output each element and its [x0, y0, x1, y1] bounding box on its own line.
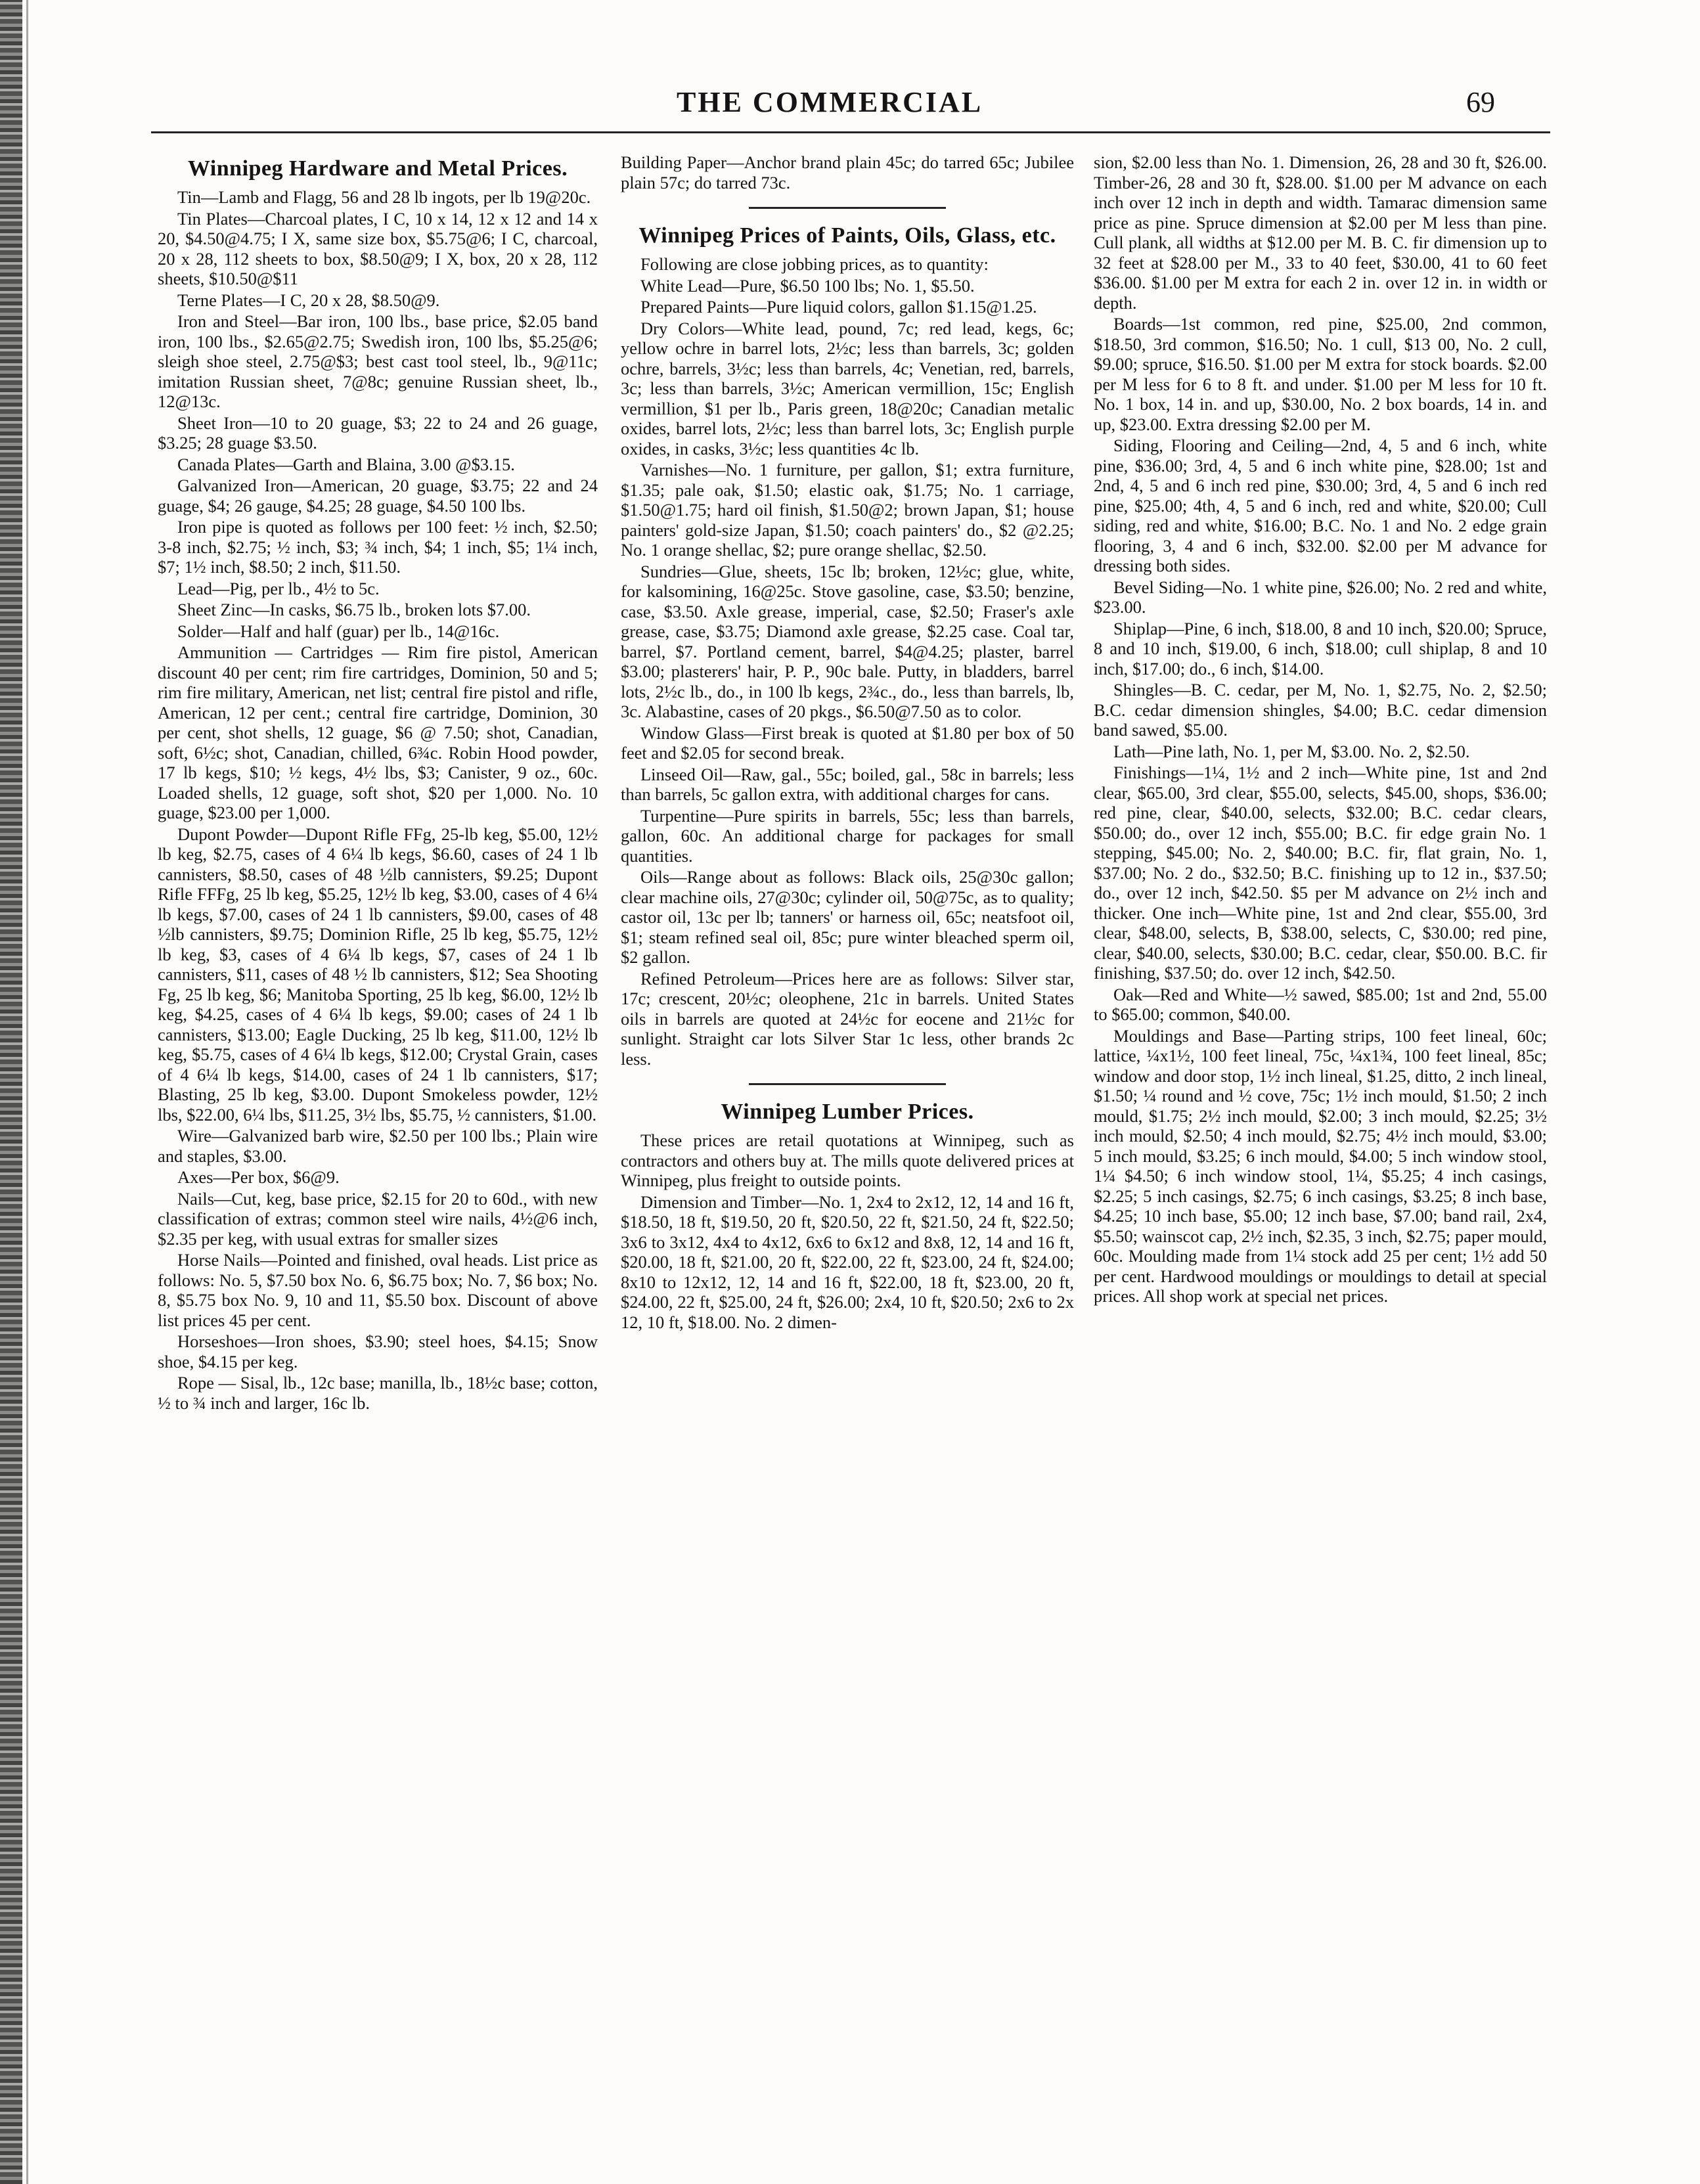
header-rule	[151, 131, 1550, 133]
price-paragraph: Lath—Pine lath, No. 1, per M, $3.00. No. 2, $2.50.	[1113, 741, 1470, 761]
price-paragraph: Galvanized Iron—American, 20 guage, $3.75; 22 and 24 guage, $4; 26 gauge, $4.25; 28 guage, $4.50 100 lbs.	[158, 476, 598, 516]
price-paragraph: Window Glass—First break is quoted at $1.80 per box of 50 feet and $2.05 for second break.	[621, 723, 1074, 763]
running-head-title: THE COMMERCIAL	[677, 86, 983, 118]
section-divider	[749, 207, 946, 209]
price-paragraph: Wire—Galvanized barb wire, $2.50 per 100 lbs.; Plain wire and staples, $3.00.	[158, 1126, 598, 1166]
page-number: 69	[1466, 86, 1495, 118]
price-paragraph: Refined Petroleum—Prices here are as follows: Silver star, 17c; crescent, 20½c; oleophene, 21c in barrels. United States oils in barrels are quoted at 24½c for eocene and 21½c for sunlight. Straight car lots Silver Star 1c less, other brands 2c less.	[621, 968, 1074, 1069]
binding-edge	[0, 0, 22, 2184]
price-paragraph: Varnishes—No. 1 furniture, per gallon, $1; extra furniture, $1.35; pale oak, $1.50; elastic oak, $1.75; No. 1 carriage, $1.50@1.75; hard oil finish, $1.50@2; brown Japan, $1; house painters' gold-size Japan, $1.50; coach painters' do., $2 @2.25; No. 1 orange shellac, $2; pure orange shellac, $2.50.	[621, 460, 1074, 560]
section-heading: Winnipeg Lumber Prices.	[721, 1100, 974, 1124]
price-paragraph: Dimension and Timber—No. 1, 2x4 to 2x12, 12, 14 and 16 ft, $18.50, 18 ft, $19.50, 20 ft, $20.50, 22 ft, $21.50, 24 ft, $22.50; 3x6 to 3x12, 4x4 to 4x12, 6x6 to 6x12 and 8x8, 12, 14 and 16 ft, $20.00, 18 ft, $21.00, 20 ft, $22.00, 22 ft, $23.00, 24 ft, $24.00; 8x10 to 12x12, 12, 14 and 16 ft, $22.00, 18 ft, $23.00, 20 ft, $24.00, 22 ft, $25.00, 24 ft, $26.00; 2x4, 10 ft, $20.50; 2x6 to 2x 12, 10 ft, $18.00. No. 2 dimen-	[621, 1192, 1074, 1332]
price-paragraph: White Lead—Pure, $6.50 100 lbs; No. 1, $5.50.	[640, 275, 975, 296]
price-paragraph: Sheet Iron—10 to 20 guage, $3; 22 to 24 and 26 guage, $3.25; 28 guage $3.50.	[158, 412, 598, 453]
price-paragraph: Horseshoes—Iron shoes, $3.90; steel hoes, $4.15; Snow shoe, $4.15 per keg.	[158, 1331, 598, 1371]
price-paragraph: Sundries—Glue, sheets, 15c lb; broken, 12½c; glue, white, for kalsomining, 16@25c. Stove gasoline, case, $3.50; benzine, case, $3.50. Axle grease, imperial, case, $2.50; Fraser's axle grease, case, $3.75; Diamond axle grease, $2.25 case. Coal tar, barrel, $7. Portland cement, barrel, $4@4.25; plaster, barrel $3.00; plasterers' hair, P. P., 90c bale. Putty, in bladders, barrel lots, 2½c lb., do., in 100 lb kegs, 2¾c., do., less than barrels, lb, 3c. Alabastine, cases of 20 pkgs., $6.50@7.50 as to color.	[621, 561, 1074, 721]
price-paragraph: Ammunition — Cartridges — Rim fire pistol, American discount 40 per cent; rim fire cartridges, Dominion, 50 and 5; rim fire military, American, net list; central fire pistol and rifle, American, 12 per cent.; central fire cartridge, Dominion, 30 per cent, shot shells, 12 guage, $6 @ 7.50; shot, Canadian, soft, 6½c; shot, Canadian, chilled, 6¾c. Robin Hood powder, 17 lb kegs, $10; ½ kegs, 4½ lbs, $3; Canister, 9 oz., 60c. Loaded shells, 12 guage, soft shot, $20 per 1,000. No. 10 guage, $23.00 per 1,000.	[158, 642, 598, 822]
price-paragraph: Boards—1st common, red pine, $25.00, 2nd common, $18.50, 3rd common, $16.50; No. 1 cull, $13 00, No. 2 cull, $9.00; spruce, $16.50. $1.00 per M extra for stock boards. $2.00 per M less for 6 to 8 ft. and under. $1.00 per M less for 10 ft. No. 1 box, 14 in. and up, $30.00, No. 2 box boards, 14 in. and up, $23.00. Extra dressing $2.00 per M.	[1094, 314, 1547, 434]
price-paragraph: Oils—Range about as follows: Black oils, 25@30c gallon; clear machine oils, 27@30c; cylinder oil, 50@75c, as to quality; castor oil, 13c per lb; tanners' or harness oil, 65c; neatsfoot oil, $1; steam refined seal oil, 85c; pure winter bleached sperm oil, $2 gallon.	[621, 867, 1074, 967]
section-heading: Winnipeg Prices of Paints, Oils, Glass, etc.	[638, 223, 1056, 248]
price-paragraph: Nails—Cut, keg, base price, $2.15 for 20 to 60d., with new classification of extras; common steel wire nails, 4½@6 inch, $2.35 per keg, with usual extras for smaller sizes	[158, 1188, 598, 1249]
price-paragraph: Dry Colors—White lead, pound, 7c; red lead, kegs, 6c; yellow ochre in barrel lots, 2½c; less than barrels, 3c; golden ochre, barrels, 3½c; less than barrels, 4c; Venetian, red, barrels, 3c; less than barrels, 3½c; American vermillion, 15c; English vermillion, $1 per lb., Paris green, 18@20c; Canadian metalic oxides, barrel lots, 2½c; less than barrel lots, 3c; English purple oxides, in casks, 3½c; less quantities 4c lb.	[621, 318, 1074, 458]
price-paragraph: Linseed Oil—Raw, gal., 55c; boiled, gal., 58c in barrels; less than barrels, 5c gallon extra, with additional charges for cans.	[621, 764, 1074, 804]
price-paragraph: Following are close jobbing prices, as to quantity:	[640, 254, 989, 274]
price-paragraph: Iron and Steel—Bar iron, 100 lbs., base price, $2.05 band iron, 100 lbs., $2.65@2.75; Swedish iron, 100 lbs, $5.25@6; sleigh shoe steel, 2.75@$3; best cast tool steel, lb., 9@11c; imitation Russian sheet, 7@8c; genuine Russian sheet, lb., 12@13c.	[158, 311, 598, 411]
price-paragraph: Bevel Siding—No. 1 white pine, $26.00; No. 2 red and white, $23.00.	[1094, 577, 1547, 617]
gutter-shadow	[26, 0, 28, 2184]
price-paragraph: Finishings—1¼, 1½ and 2 inch—White pine, 1st and 2nd clear, $65.00, 3rd clear, $55.00, selects, $45.00, shops, $36.00; red pine, clear, $40.00, selects, $32.00; B.C. cedar clears, $50.00; do., over 12 inch, $55.00; B.C. fir edge grain No. 1 stepping, $45.00; No. 2, $40.00; B.C. fir, flat grain, No. 1, $37.00; No. 2 do., $32.50; B.C. finishing up to 12 in., $37.50; do., over 12 inch, $42.50. $5 per M advance on 2½ inch and thicker. One inch—White pine, 1st and 2nd clear, $55.00, 3rd clear, $48.00, selects, B, $38.00, selects, C, $30.00; red pine, clear, $40.00, selects, $30.00; B.C. cedar, clear, $50.00. B.C. fir finishing, $37.50; do. over 12 inch, $42.50.	[1094, 763, 1547, 983]
price-paragraph: Shingles—B. C. cedar, per M, No. 1, $2.75, No. 2, $2.50; B.C. cedar dimension shingles, $4.00; B.C. cedar dimension band sawed, $5.00.	[1094, 680, 1547, 740]
price-paragraph: Solder—Half and half (guar) per lb., 14@16c.	[177, 621, 500, 641]
price-paragraph: Tin—Lamb and Flagg, 56 and 28 lb ingots, per lb 19@20c.	[177, 187, 591, 207]
price-paragraph: Horse Nails—Pointed and finished, oval heads. List price as follows: No. 5, $7.50 box No. 6, $6.75 box; No. 7, $6 box; No. 8, $5.75 box No. 9, 10 and 11, $5.50 box. Discount of above list prices 45 per cent.	[158, 1250, 598, 1330]
price-paragraph: Rope — Sisal, lb., 12c base; manilla, lb., 18½c base; cotton, ½ to ¾ inch and larger, 16c lb.	[158, 1373, 598, 1413]
section-heading: Winnipeg Hardware and Metal Prices.	[187, 156, 568, 181]
price-paragraph: Tin Plates—Charcoal plates, I C, 10 x 14, 12 x 12 and 14 x 20, $4.50@4.75; I X, same size box, $5.75@6; I C, charcoal, 20 x 28, 112 sheets to box, $8.50@9; I X, box, 20 x 28, 112 sheets, $10.50@$11	[158, 208, 598, 288]
price-paragraph: Canada Plates—Garth and Blaina, 3.00 @$3.15.	[177, 454, 515, 474]
price-paragraph: Prepared Paints—Pure liquid colors, gallon $1.15@1.25.	[640, 297, 1037, 317]
price-paragraph: Turpentine—Pure spirits in barrels, 55c; less than barrels, gallon, 60c. An additional charge for packages for small quantities.	[621, 805, 1074, 866]
price-paragraph: Mouldings and Base—Parting strips, 100 feet lineal, 60c; lattice, ¼x1½, 100 feet lineal, 75c, ¼x1¾, 100 feet lineal, 85c; window and door stop, 1½ inch lineal, $1.25, ditto, 2 inch lineal, $1.50; ¼ round and ½ cove, 75c; 1½ inch mould, $1.50; 2 inch mould, $1.75; 2½ inch mould, $2.00; 3 inch mould, $2.25; 3½ inch mould, $2.50; 4 inch mould, $2.75; 4½ inch mould, $3.00; 5 inch mould, $3.25; 6 inch mould, $4.00; 5 inch window stool, 1¼ $4.50; 6 inch window stool, 1¼, $5.25; 4 inch casings, $2.25; 5 inch casings, $2.75; 6 inch casings, $3.25; 8 inch base, $4.25; 10 inch base, $5.00; 12 inch base, $7.00; band rail, 2x4, $5.50; wainscot cap, 2½ inch, $2.35, 3 inch, $2.75; paper mould, 60c. Moulding made from 1¼ stock add 25 per cent; 1½ add 50 per cent. Hardwood mouldings or mouldings to detail at special prices. All shop work at special net prices.	[1094, 1025, 1547, 1306]
price-paragraph: Iron pipe is quoted as follows per 100 feet: ½ inch, $2.50; 3-8 inch, $2.75; ½ inch, $3; ¾ inch, $4; 1 inch, $5; 1¼ inch, $7; 1½ inch, $8.50; 2 inch, $11.50.	[158, 517, 598, 577]
column-2	[621, 152, 1074, 2138]
price-paragraph: Sheet Zinc—In casks, $6.75 lb., broken lots $7.00.	[177, 600, 531, 619]
price-paragraph: sion, $2.00 less than No. 1. Dimension, 26, 28 and 30 ft, $26.00. Timber-26, 28 and 30 ft, $28.00. $1.00 per M advance on each inch over 12 inch in depth and width. Tamarac dimension same price as pine. Spruce dimension at $2.00 per M less than pine. Cull plank, all widths at $12.00 per M. B. C. fir dimension up to 32 feet at $28.00 per M., 33 to 40 feet, $30.00, 41 to 60 feet $36.00. $1.00 per M extra for each 2 in. over 12 in. in width or depth.	[1094, 152, 1547, 313]
column-1	[158, 152, 598, 2138]
price-paragraph: Shiplap—Pine, 6 inch, $18.00, 8 and 10 inch, $20.00; Spruce, 8 and 10 inch, $19.00, 6 inch, $18.00; cull shiplap, 8 and 10 inch, $17.00; do., 6 inch, $14.00.	[1094, 618, 1547, 679]
price-paragraph: Lead—Pig, per lb., 4½ to 5c.	[177, 578, 380, 598]
price-paragraph: Siding, Flooring and Ceiling—2nd, 4, 5 and 6 inch, white pine, $36.00; 3rd, 4, 5 and 6 inch white pine, $28.00; 1st and 2nd, 4, 5 and 6 inch red pine, $30.00; 3rd, 4, 5 and 6 inch red pine, $25.00; 4th, 4, 5 and 6 inch, red and white, $20.00; Cull siding, red and white, $16.00; B.C. No. 1 and No. 2 edge grain flooring, 3, 4 and 6 inch, $32.00. $2.00 per M advance for dressing both sides.	[1094, 435, 1547, 575]
price-paragraph: Dupont Powder—Dupont Rifle FFg, 25-lb keg, $5.00, 12½ lb keg, $2.75, cases of 4 6¼ lb kegs, $6.60, cases of 24 1 lb cannisters, $8.50, cases of 48 ½lb cannisters, $9.25; Dupont Rifle FFFg, 25 lb keg, $5.25, 12½ lb keg, $3.00, cases of 4 6¼ lb kegs, $7.00, cases of 24 1 lb cannisters, $9.00, cases of 48 ½lb cannisters, $9.75; Dominion Rifle, 25 lb keg, $5.75, 12½ lb keg, $3, cases of 4 6¼ lb kegs, $7, cases of 24 1 lb cannisters, $11, cases of 48 ½ lb cannisters, $12; Sea Shooting Fg, 25 lb keg, $6; Manitoba Sporting, 25 lb keg, $6.00, 12½ lb keg, $4.25, cases of 4 6¼ lb kegs, $9.00; cases of 24 1 lb cannisters, $13.00; Eagle Ducking, 25 lb keg, $11.00, 12½ lb keg, $5.75, cases of 4 6¼ lb kegs, $12.00; Crystal Grain, cases of 4 6¼ lb kegs, $14.00, cases of 24 1 lb cannisters, $17; Blasting, 25 lb keg, $3.00. Dupont Smokeless powder, 12½ lbs, $22.00, 6¼ lbs, $11.25, 3½ lbs, $5.75, ½ cannisters, $1.00.	[158, 824, 598, 1125]
price-paragraph: These prices are retail quotations at Winnipeg, such as contractors and others buy at. The mills quote delivered prices at Winnipeg, plus freight to outside points.	[621, 1130, 1074, 1190]
price-paragraph: Terne Plates—I C, 20 x 28, $8.50@9.	[177, 290, 440, 310]
section-divider	[749, 1083, 946, 1085]
price-paragraph: Axes—Per box, $6@9.	[177, 1167, 340, 1187]
column-3	[1094, 152, 1547, 2138]
price-paragraph: Building Paper—Anchor brand plain 45c; do tarred 65c; Jubilee plain 57c; do tarred 73c.	[621, 152, 1074, 192]
price-paragraph: Oak—Red and White—½ sawed, $85.00; 1st and 2nd, 55.00 to $65.00; common, $40.00.	[1094, 984, 1547, 1024]
